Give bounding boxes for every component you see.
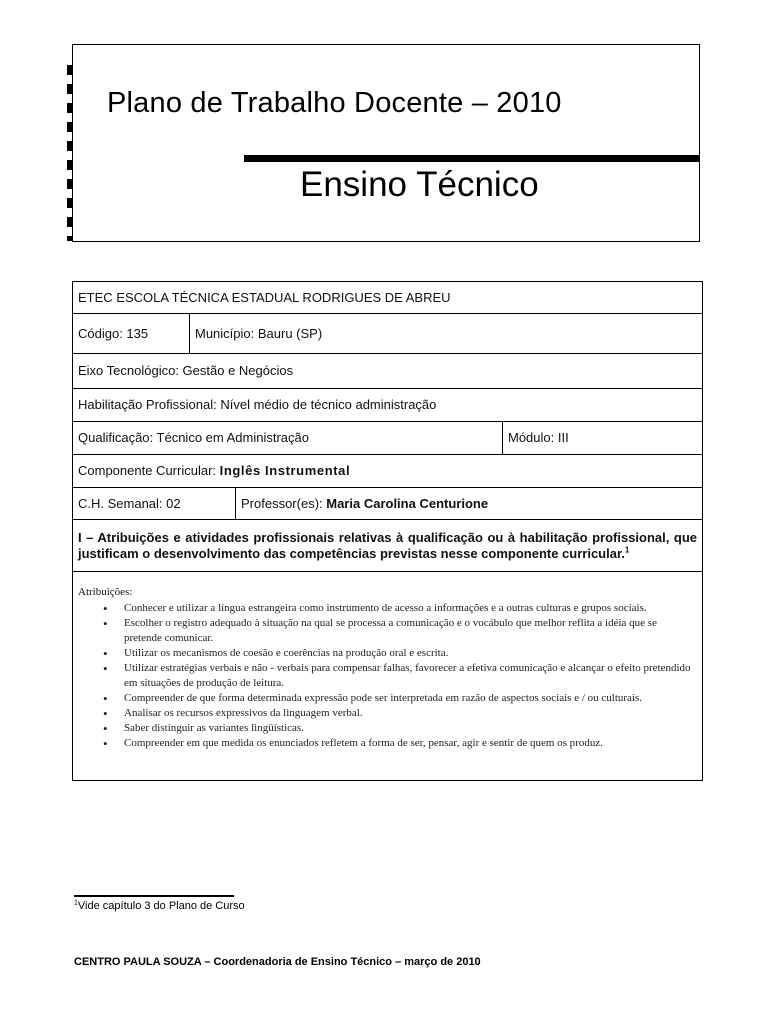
footnote (74, 900, 245, 912)
list-item: • Escolher o registro adequado à situação na qual se processa a comunicação e o vocábulo que melhor reflita a idéia que se pretende comunicar. (78, 616, 697, 646)
table-row (73, 520, 703, 572)
footnote-rule (74, 895, 234, 897)
list-item: • Utilizar os mecanismos de coesão e coerências na produção oral e escrita. (78, 646, 697, 661)
school-code: Código: 135 (73, 314, 190, 354)
document-header (72, 44, 700, 242)
list-item: • Analisar os recursos expressivos da linguagem verbal. (78, 706, 697, 721)
table-row (73, 455, 703, 488)
table-row (73, 354, 703, 389)
table-row (73, 314, 703, 354)
list-item: • Compreender em que medida os enunciados refletem a forma de ser, pensar, agir e sentir de quem os produz. (78, 736, 697, 751)
list-item: • Compreender de que forma determinada expressão pode ser interpretada em razão de aspectos sociais e / ou culturais. (78, 691, 697, 706)
qualification: Qualificação: Técnico em Administração (73, 422, 503, 455)
page-footer: CENTRO PAULA SOUZA – Coordenadoria de Ensino Técnico – março de 2010 (74, 956, 481, 968)
table-row (73, 488, 703, 520)
footnote-mark: 1 (74, 899, 78, 907)
module: Módulo: III (503, 422, 703, 455)
teacher (236, 488, 703, 520)
plan-info-table (72, 281, 703, 781)
technological-axis: Eixo Tecnológico: Gestão e Negócios (73, 354, 703, 389)
duties-title: Atribuições: (78, 586, 133, 598)
professional-qualification-degree: Habilitação Profissional: Nível médio de técnico administração (73, 389, 703, 422)
municipality: Município: Bauru (SP) (190, 314, 703, 354)
footnote-text: Vide capítulo 3 do Plano de Curso (77, 900, 245, 912)
curricular-component (73, 455, 703, 488)
section-heading-text: I – Atribuições e atividades profissionais relativas à qualificação ou à habilitação profissional, que justificam o desenvolvimento das competências previstas nesse componente curricular. (78, 529, 698, 561)
curricular-component-label: Componente Curricular: (78, 463, 220, 478)
table-row (73, 422, 703, 455)
curricular-component-value: Inglês Instrumental (219, 463, 351, 478)
list-item: • Saber distinguir as variantes lingüísticas. (78, 721, 697, 736)
footnote-reference: 1 (624, 545, 630, 555)
table-row (73, 282, 703, 314)
margin-tick (69, 217, 73, 218)
table-row (73, 389, 703, 422)
dashed-border-decoration (67, 65, 73, 241)
weekly-hours: C.H. Semanal: 02 (73, 488, 236, 520)
table-row (73, 572, 703, 781)
document-title: Plano de Trabalho Docente – 2010 (107, 87, 562, 119)
teacher-label: Professor(es): (241, 495, 327, 511)
teacher-name: Maria Carolina Centurione (326, 495, 489, 511)
document-subtitle: Ensino Técnico (300, 165, 539, 204)
duties-cell (73, 572, 703, 781)
school-name: ETEC ESCOLA TÉCNICA ESTADUAL RODRIGUES DE ABREU (73, 282, 703, 314)
section-heading (73, 520, 703, 572)
duties-list (78, 601, 697, 751)
title-rule (244, 155, 700, 162)
list-item: • Conhecer e utilizar a língua estrangeira como instrumento de acesso a informações e a outras culturas e grupos sociais. (78, 601, 697, 616)
list-item: • Utilizar estratégias verbais e não - verbais para compensar falhas, favorecer a efetiva comunicação e alcançar o efeito pretendido em situações de produção de leitura. (78, 661, 697, 691)
